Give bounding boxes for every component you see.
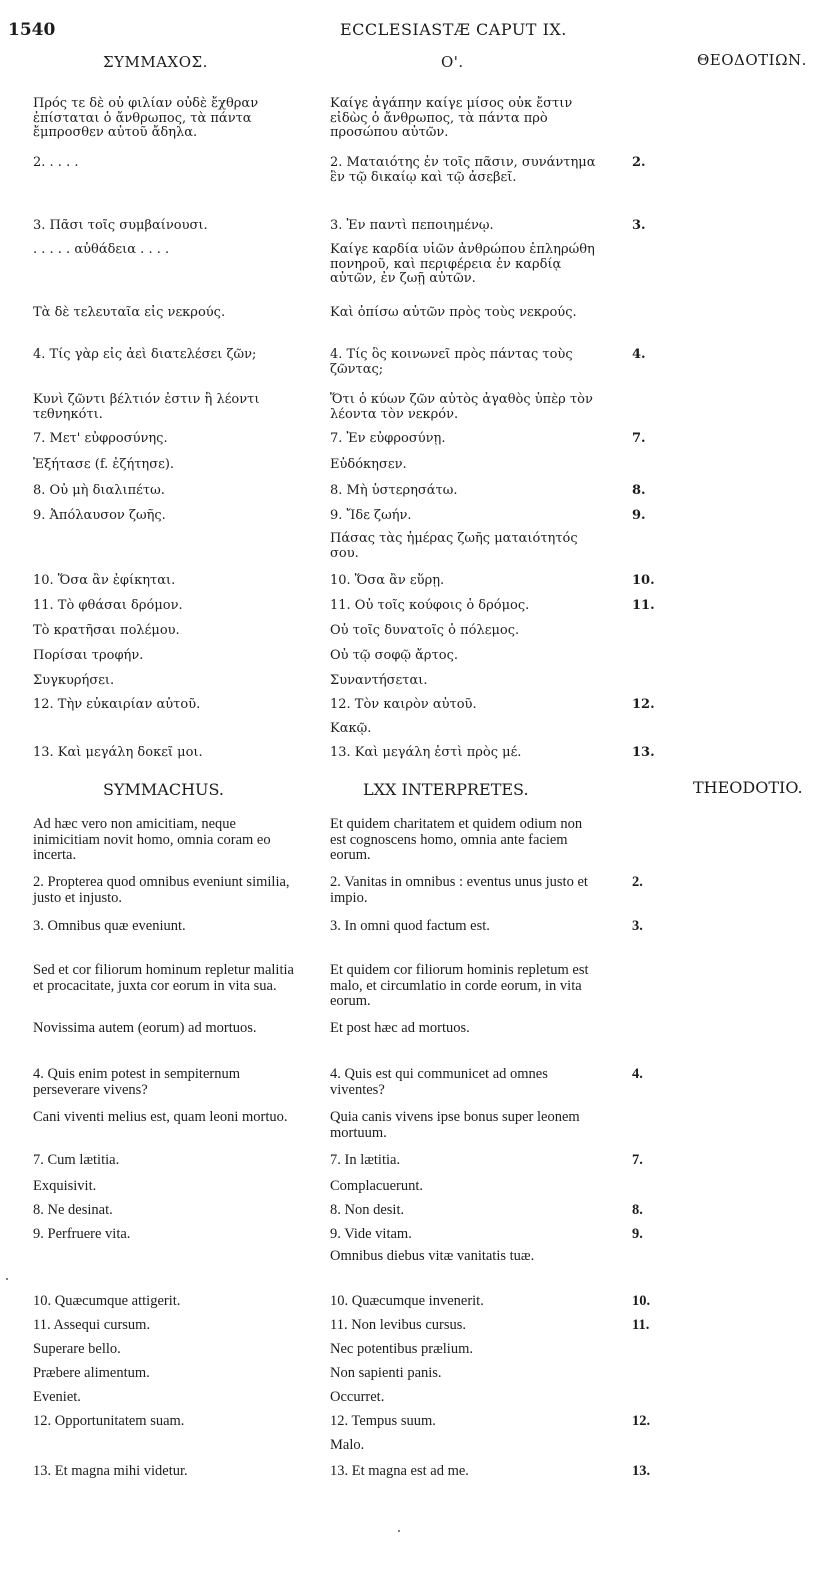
latin-symmachus-text: 2. Propterea quod omnibus eveniunt similia, justo et injusto. <box>33 874 290 906</box>
greek-verse-number: 11. <box>632 598 655 613</box>
latin-symmachus-text: Cani viventi melius est, quam leoni mortuo. <box>33 1109 288 1125</box>
latin-heading-lxx: LXX INTERPRETES. <box>363 780 529 799</box>
greek-symmachus-text: 3. Πᾶσι τοῖς συμβαίνουσι. <box>33 218 208 233</box>
latin-lxx-text: Et post hæc ad mortuos. <box>330 1020 470 1036</box>
greek-heading-theodotion: ΘΕΟΔΟΤΙΩΝ. <box>697 51 807 69</box>
latin-lxx-text: Malo. <box>330 1437 365 1453</box>
latin-symmachus-text: Novissima autem (eorum) ad mortuos. <box>33 1020 257 1036</box>
greek-lxx-text: Εὐδόκησεν. <box>330 457 407 472</box>
latin-symmachus-text: Præbere alimentum. <box>33 1365 150 1381</box>
latin-lxx-text: 4. Quis est qui communicet ad omnes viventes? <box>330 1066 548 1098</box>
greek-symmachus-text: Τὰ δὲ τελευταῖα εἰς νεκρούς. <box>33 305 226 320</box>
greek-verse-number: 8. <box>632 483 646 498</box>
latin-lxx-text: 12. Tempus suum. <box>330 1413 436 1429</box>
greek-verse-number: 2. <box>632 155 646 170</box>
latin-lxx-text: Occurret. <box>330 1389 385 1405</box>
greek-lxx-text: 11. Οὐ τοῖς κούφοις ὁ δρόμος. <box>330 598 530 613</box>
greek-lxx-text: 7. Ἐν εὐφροσύνῃ. <box>330 431 446 446</box>
greek-lxx-text: Οὐ τοῖς δυνατοῖς ὁ πόλεμος. <box>330 623 520 638</box>
latin-verse-number: 8. <box>632 1202 643 1218</box>
greek-symmachus-text: . . . . . αὐθάδεια . . . . <box>33 242 170 257</box>
greek-verse-number: 7. <box>632 431 646 446</box>
greek-verse-number: 3. <box>632 218 646 233</box>
greek-symmachus-text: 12. Τὴν εὐκαιρίαν αὐτοῦ. <box>33 697 201 712</box>
page-number: 1540 <box>8 20 56 40</box>
latin-verse-number: 13. <box>632 1463 651 1479</box>
latin-lxx-text: 10. Quæcumque invenerit. <box>330 1293 484 1309</box>
latin-verse-number: 4. <box>632 1066 643 1082</box>
greek-lxx-text: 10. Ὅσα ἂν εὕρῃ. <box>330 573 445 588</box>
latin-verse-number: 7. <box>632 1152 643 1168</box>
greek-symmachus-text: Πρός τε δὲ οὐ φιλίαν οὐδὲ ἔχθραν ἐπίσταται ὁ ἄνθρωπος, τὰ πάντα ἔμπροσθεν αὐτοῦ ἄδηλα. <box>33 96 259 140</box>
latin-verse-number: 3. <box>632 918 643 934</box>
latin-symmachus-text: Sed et cor filiorum hominum repletur malitia et procacitate, juxta cor eorum in vita sua. <box>33 962 294 994</box>
latin-lxx-text: 13. Et magna est ad me. <box>330 1463 469 1479</box>
greek-lxx-text: 2. Ματαιότης ἐν τοῖς πᾶσιν, συνάντημα ἓν τῷ δικαίῳ καὶ τῷ ἀσεβεῖ. <box>330 155 596 185</box>
latin-lxx-text: Nec potentibus prælium. <box>330 1341 473 1357</box>
latin-symmachus-text: 3. Omnibus quæ eveniunt. <box>33 918 186 934</box>
latin-lxx-text: 9. Vide vitam. <box>330 1226 412 1242</box>
greek-symmachus-text: 11. Τὸ φθάσαι δρόμον. <box>33 598 183 613</box>
latin-symmachus-text: 11. Assequi cursum. <box>33 1317 151 1333</box>
greek-symmachus-text: 9. Ἀπόλαυσον ζωῆς. <box>33 508 166 523</box>
latin-symmachus-text: Ad hæc vero non amicitiam, neque inimicitiam novit homo, omnia coram eo incerta. <box>33 816 271 863</box>
latin-lxx-text: Et quidem cor filiorum hominis repletum est malo, et circumlatio in corde eorum, in vita eorum. <box>330 962 589 1009</box>
latin-verse-number: 12. <box>632 1413 651 1429</box>
greek-symmachus-text: Πορίσαι τροφήν. <box>33 648 144 663</box>
greek-symmachus-text: 10. Ὅσα ἂν ἐφίκηται. <box>33 573 176 588</box>
greek-lxx-text: Καίγε ἀγάπην καίγε μίσος οὐκ ἔστιν εἰδὼς ὁ ἄνθρωπος, τὰ πάντα πρὸ προσώπου αὐτῶν. <box>330 96 573 140</box>
latin-symmachus-text: 13. Et magna mihi videtur. <box>33 1463 188 1479</box>
latin-symmachus-text: 4. Quis enim potest in sempiternum perseverare vivens? <box>33 1066 241 1098</box>
latin-lxx-text: 7. In lætitia. <box>330 1152 401 1168</box>
latin-lxx-text: 2. Vanitas in omnibus : eventus unus justo et impio. <box>330 874 588 906</box>
greek-lxx-text: 4. Τίς ὃς κοινωνεῖ πρὸς πάντας τοὺς ζῶντας; <box>330 347 573 377</box>
greek-symmachus-text: 7. Μετ' εὐφροσύνης. <box>33 431 168 446</box>
greek-lxx-text: 9. Ἴδε ζωήν. <box>330 508 412 523</box>
latin-heading-theodotio: THEODOTIO. <box>693 778 803 797</box>
greek-verse-number: 4. <box>632 347 646 362</box>
greek-symmachus-text: 4. Τίς γὰρ εἰς ἀεὶ διατελέσει ζῶν; <box>33 347 257 362</box>
greek-lxx-text: Καίγε καρδία υἱῶν ἀνθρώπου ἐπληρώθη πονηροῦ, καὶ περιφέρεια ἐν καρδίᾳ αὐτῶν, ἐν ζωῇ αὐτῶν. <box>330 242 595 286</box>
greek-lxx-text: Ὅτι ὁ κύων ζῶν αὐτὸς ἀγαθὸς ὑπὲρ τὸν λέοντα τὸν νεκρόν. <box>330 392 593 422</box>
latin-lxx-text: 8. Non desit. <box>330 1202 405 1218</box>
latin-symmachus-text: Eveniet. <box>33 1389 81 1405</box>
greek-symmachus-text: Κυνὶ ζῶντι βέλτιόν ἐστιν ἢ λέοντι τεθνηκότι. <box>33 392 260 422</box>
print-speck <box>6 1278 8 1280</box>
latin-symmachus-text: 8. Ne desinat. <box>33 1202 113 1218</box>
greek-lxx-text: 13. Καὶ μεγάλη ἐστὶ πρὸς μέ. <box>330 745 522 760</box>
greek-lxx-text: Συναντήσεται. <box>330 673 428 688</box>
latin-symmachus-text: 7. Cum lætitia. <box>33 1152 120 1168</box>
latin-verse-number: 9. <box>632 1226 643 1242</box>
greek-symmachus-text: 13. Καὶ μεγάλη δοκεῖ μοι. <box>33 745 203 760</box>
greek-lxx-text: 8. Μὴ ὑστερησάτω. <box>330 483 458 498</box>
latin-lxx-text: Et quidem charitatem et quidem odium non est cognoscens homo, omnia ante faciem eorum. <box>330 816 583 863</box>
greek-symmachus-text: 8. Οὐ μὴ διαλιπέτω. <box>33 483 165 498</box>
latin-symmachus-text: 12. Opportunitatem suam. <box>33 1413 185 1429</box>
latin-lxx-text: Omnibus diebus vitæ vanitatis tuæ. <box>330 1248 535 1264</box>
latin-lxx-text: 11. Non levibus cursus. <box>330 1317 466 1333</box>
latin-lxx-text: Non sapienti panis. <box>330 1365 442 1381</box>
greek-heading-lxx: Ο'. <box>441 53 464 71</box>
latin-lxx-text: Quia canis vivens ipse bonus super leonem mortuum. <box>330 1109 580 1141</box>
latin-verse-number: 11. <box>632 1317 650 1333</box>
latin-symmachus-text: 10. Quæcumque attigerit. <box>33 1293 181 1309</box>
greek-symmachus-text: Συγκυρήσει. <box>33 673 115 688</box>
greek-lxx-text: Οὐ τῷ σοφῷ ἄρτος. <box>330 648 459 663</box>
greek-lxx-text: 12. Τὸν καιρὸν αὐτοῦ. <box>330 697 477 712</box>
latin-heading-symmachus: SYMMACHUS. <box>103 780 224 799</box>
greek-lxx-text: Πάσας τὰς ἡμέρας ζωῆς ματαιότητός σου. <box>330 531 578 561</box>
latin-verse-number: 2. <box>632 874 643 890</box>
greek-heading-symmachus: ΣΥΜΜΑΧΟΣ. <box>103 53 208 71</box>
latin-verse-number: 10. <box>632 1293 651 1309</box>
latin-lxx-text: 3. In omni quod factum est. <box>330 918 490 934</box>
greek-verse-number: 9. <box>632 508 646 523</box>
latin-symmachus-text: Superare bello. <box>33 1341 121 1357</box>
greek-lxx-text: 3. Ἐν παντὶ πεποιημένῳ. <box>330 218 494 233</box>
greek-symmachus-text: 2. . . . . <box>33 155 79 170</box>
greek-lxx-text: Κακῷ. <box>330 721 372 736</box>
greek-verse-number: 13. <box>632 745 655 760</box>
greek-verse-number: 10. <box>632 573 655 588</box>
running-title: ECCLESIASTÆ CAPUT IX. <box>340 20 567 39</box>
latin-symmachus-text: 9. Perfruere vita. <box>33 1226 131 1242</box>
greek-symmachus-text: Τὸ κρατῆσαι πολέμου. <box>33 623 180 638</box>
greek-symmachus-text: Ἐξήτασε (f. ἐζήτησε). <box>33 457 175 472</box>
greek-verse-number: 12. <box>632 697 655 712</box>
print-speck <box>398 1530 400 1532</box>
latin-symmachus-text: Exquisivit. <box>33 1178 97 1194</box>
latin-lxx-text: Complacuerunt. <box>330 1178 424 1194</box>
greek-lxx-text: Καὶ ὀπίσω αὐτῶν πρὸς τοὺς νεκρούς. <box>330 305 577 320</box>
